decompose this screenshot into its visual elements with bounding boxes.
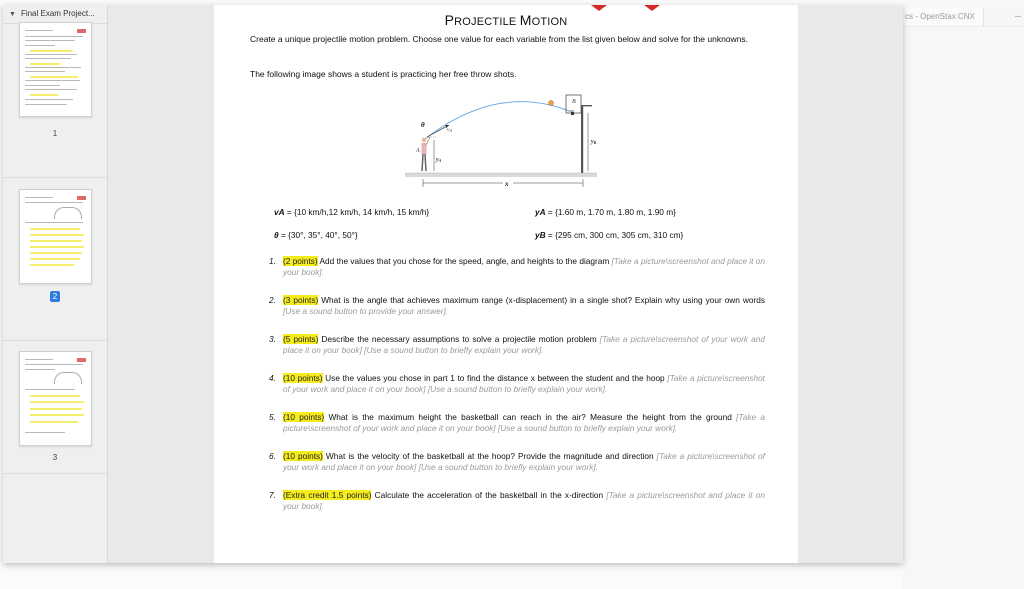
variable-ya: yA = {1.60 m, 1.70 m, 1.80 m, 1.90 m} [535,207,676,217]
background-window [903,0,1024,589]
diagram-label-va: vA [447,127,452,133]
question-1: (2 points) Add the values that you chose for the speed, angle, and heights to the diagram [Take a picture\screenshot and place it on your book]. [283,256,765,277]
thumbnail-sidebar [3,5,108,563]
background-tab-blank[interactable] [983,8,1024,27]
projectile-diagram [397,93,612,193]
velocity-vector [427,125,449,137]
diagram-thumbnail [54,207,82,219]
question-7: (Extra credit 1.5 points) Calculate the acceleration of the basketball in the x-direction [Take a picture\screenshot and place it on your book]. [283,490,765,511]
variable-theta: θ = {30°, 35°, 40°, 50°} [274,230,358,240]
logo-icon [77,196,86,200]
question-number: 7. [269,490,276,500]
page-number-2[interactable]: 2 [3,291,107,302]
background-tab-label: cs - OpenStax CNX [905,12,975,21]
page-thumbnail-1[interactable] [19,22,92,117]
page-thumbnail-2[interactable] [19,189,92,284]
background-tab[interactable] [903,8,985,27]
disclosure-triangle-icon[interactable]: ▼ [9,11,16,18]
question-3: (5 points) Describe the necessary assumptions to solve a projectile motion problem [Take a picture\screenshot of your work and place it on your book] [Use a sound button to briefly explain your work]. [283,334,765,355]
question-number: 5. [269,412,276,422]
page-thumbnail-3[interactable] [19,351,92,446]
logo-icon [77,358,86,362]
hoop-pole [581,105,583,173]
variable-va: vA = {10 km/h,12 km/h, 14 km/h, 15 km/h} [274,207,430,217]
question-6: (10 points) What is the velocity of the basketball at the hoop? Provide the magnitude and direction [Take a picture\screenshot of your work and place it on your book] [Use a sound button to briefly explain your work]. [283,451,765,472]
intro-paragraph: Create a unique projectile motion problem. Choose one value for each variable from the list given below and solve for the unknowns. [250,34,749,44]
question-number: 4. [269,373,276,383]
trajectory-path [425,102,569,139]
minus-icon [1015,16,1021,17]
diagram-label-yb: yB [591,139,597,145]
diagram-label-a: A [416,148,420,154]
page-number-3[interactable]: 3 [52,453,58,462]
question-number: 2. [269,295,276,305]
document-title: Final Exam Project... [20,9,95,18]
question-number: 3. [269,334,276,344]
page-title: PROJECTILE MOTION [444,12,568,28]
red-marker-shape [644,5,660,11]
question-5: (10 points) What is the maximum height the basketball can reach in the air? Measure the height from the ground [Take a picture\screenshot of your work and place it on your book] [Use a sound button to briefly explain your work]. [283,412,765,433]
question-number: 6. [269,451,276,461]
diagram-thumbnail [54,372,82,384]
red-marker-shape [591,5,607,11]
page-number-1[interactable]: 1 [52,129,58,138]
ground [405,173,597,177]
diagram-label-ya: yA [436,157,442,163]
question-number: 1. [269,256,276,266]
logo-icon [77,29,86,33]
diagram-label-b: B [572,99,576,105]
question-4: (10 points) Use the values you chose in part 1 to find the distance x between the student and the hoop [Take a picture\screenshot of your work and place it on your book] [Use a sound button to briefly explain your work]. [283,373,765,394]
variable-yb: yB = {295 cm, 300 cm, 305 cm, 310 cm} [535,230,684,240]
diagram-label-x: x [505,180,509,188]
document-page [214,5,798,563]
question-2: (3 points) What is the angle that achieves maximum range (x-displacement) in a single shot? Explain why using your own words [Use a sound button to provide your answer]. [283,295,765,316]
ball-icon [549,101,554,106]
preview-window [3,5,903,563]
student-head [422,138,426,142]
diagram-label-theta: θ [421,121,425,129]
image-caption: The following image shows a student is practicing her free throw shots. [250,69,517,79]
